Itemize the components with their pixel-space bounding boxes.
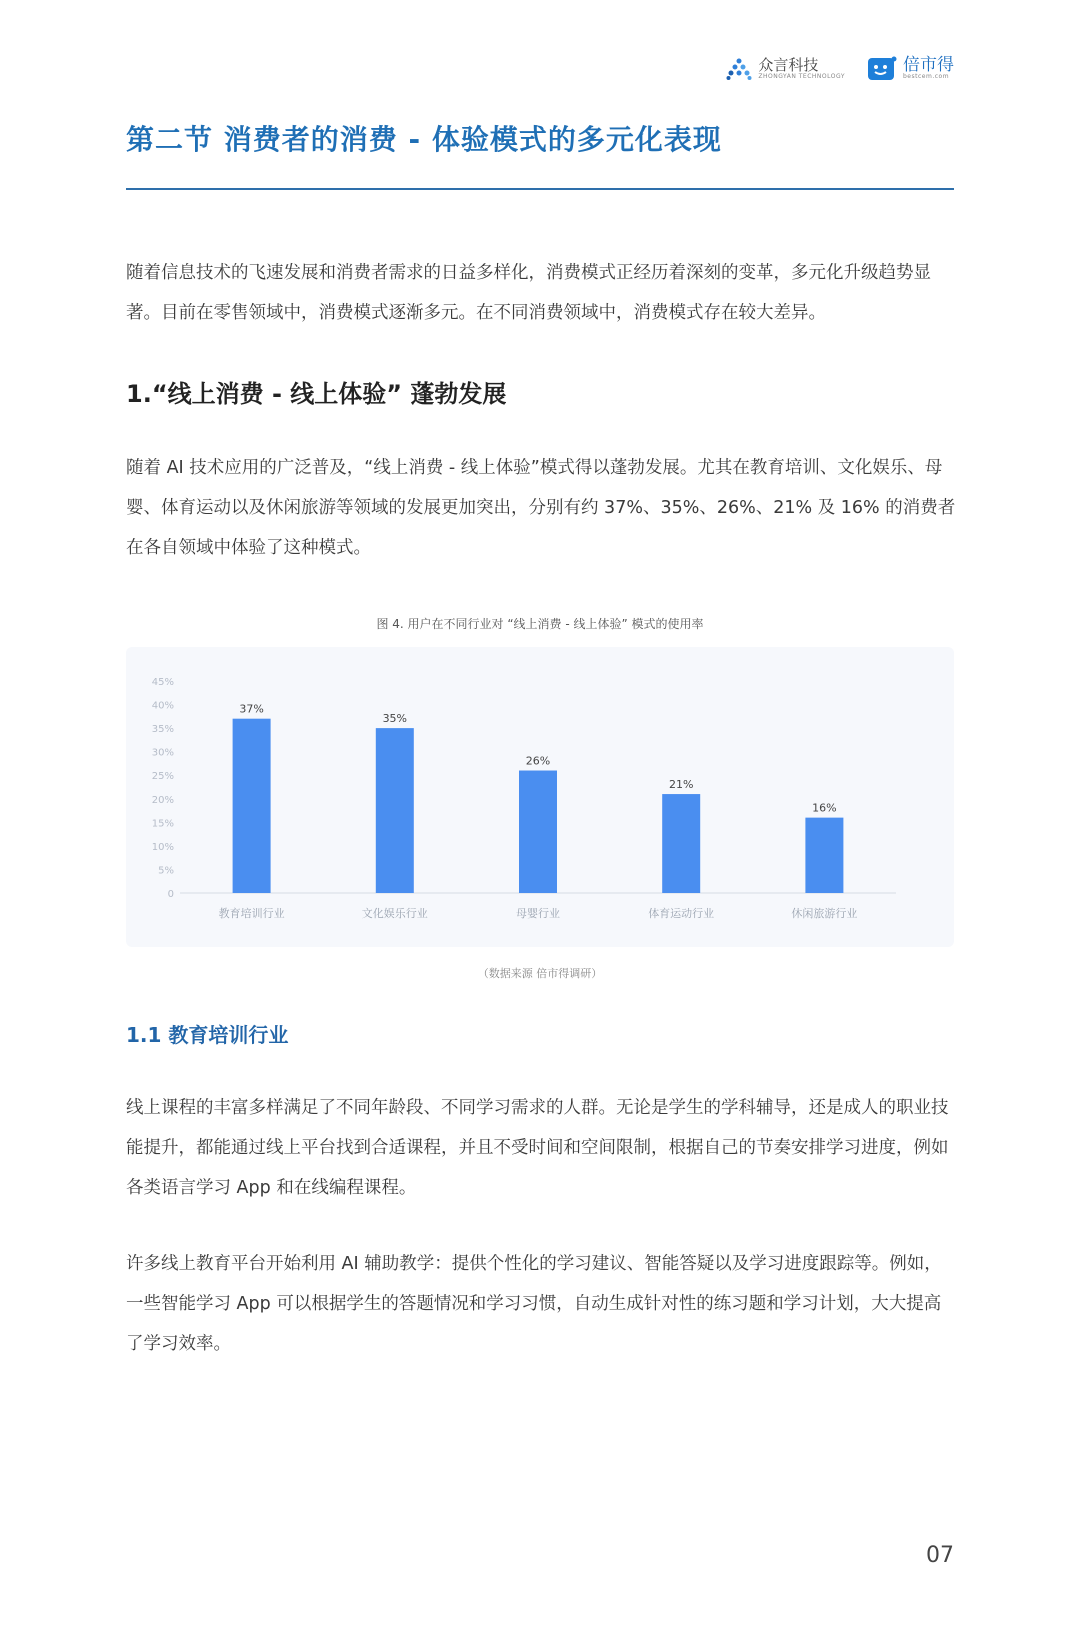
zhongyan-logo-name: 众言科技 — [758, 56, 819, 74]
x-category-label: 母婴行业 — [516, 907, 560, 920]
figure-source: （数据来源 倍市得调研） — [477, 967, 603, 980]
heading-online-consumption: 1.“线上消费 - 线上体验” 蓬勃发展 — [126, 380, 507, 408]
zhongyan-triangle-icon — [726, 58, 752, 80]
page-number: 07 — [926, 1543, 954, 1568]
paragraph-online-consumption: 随着 AI 技术应用的广泛普及，“线上消费 - 线上体验”模式得以蓬勃发展。尤其在教育培训、文化娱乐、母婴、体育运动以及休闲旅游等领域的发展更加突出，分别有约 37%、35%、26%、21% 及 16% 的消费者在各自领域中体验了这种模式。 — [126, 458, 956, 558]
paragraph-education-courses: 线上课程的丰富多样满足了不同年龄段、不同学习需求的人群。无论是学生的学科辅导，还是成人的职业技能提升，都能通过线上平台找到合适课程，并且不受时间和空间限制，根据自己的节奏安排学习进度，例如各类语言学习 App 和在线编程课程。 — [126, 1098, 949, 1198]
title-divider — [126, 188, 954, 190]
x-category-label: 体育运动行业 — [648, 907, 715, 920]
y-tick-label: 25% — [151, 771, 174, 783]
x-category-label: 教育培训行业 — [218, 907, 285, 920]
header-logos — [726, 56, 954, 82]
bar — [519, 771, 557, 893]
y-tick-label: 30% — [151, 747, 174, 759]
bar — [233, 719, 271, 893]
bar — [376, 728, 414, 893]
figure-caption: 图 4. 用户在不同行业对 “线上消费 - 线上体验” 模式的使用率 — [376, 617, 704, 631]
bar-value-label: 16% — [812, 801, 837, 815]
y-tick-label: 10% — [151, 841, 174, 853]
y-tick-label: 15% — [151, 818, 174, 830]
y-tick-label: 0 — [167, 889, 174, 900]
y-tick-label: 5% — [158, 865, 174, 877]
bestcem-logo-sub: bestcem.com — [903, 73, 950, 80]
bestcem-face-icon — [867, 56, 897, 82]
y-tick-label: 40% — [151, 700, 174, 712]
y-tick-label: 20% — [151, 794, 174, 806]
bestcem-logo — [867, 56, 954, 82]
bar-chart — [126, 647, 954, 947]
bar — [662, 794, 700, 893]
x-category-label: 文化娱乐行业 — [361, 907, 428, 920]
zhongyan-logo-sub: ZHONGYAN TECHNOLOGY — [758, 73, 845, 80]
bar-value-label: 26% — [525, 754, 551, 768]
paragraph-ai-teaching: 许多线上教育平台开始利用 AI 辅助教学：提供个性化的学习建议、智能答疑以及学习进度跟踪等。例如，一些智能学习 App 可以根据学生的答题情况和学习习惯，自动生成针对性的练习题和学习计划，大大提高了学习效率。 — [126, 1254, 942, 1354]
zhongyan-logo — [726, 57, 845, 81]
bar-value-label: 21% — [668, 778, 694, 792]
section-title: 第二节 消费者的消费 - 体验模式的多元化表现 — [126, 123, 722, 156]
bar — [805, 818, 843, 893]
y-tick-label: 45% — [151, 677, 174, 688]
x-category-label: 休闲旅游行业 — [791, 907, 858, 920]
bar-value-label: 35% — [382, 712, 408, 726]
y-tick-label: 35% — [151, 724, 174, 736]
intro-paragraph: 随着信息技术的飞速发展和消费者需求的日益多样化，消费模式正经历着深刻的变革，多元化升级趋势显著。目前在零售领域中，消费模式逐渐多元。在不同消费领域中，消费模式存在较大差异。 — [126, 263, 931, 323]
bestcem-logo-name: 倍市得 — [903, 55, 954, 75]
bar-chart-panel — [126, 647, 954, 947]
bar-value-label: 37% — [239, 702, 264, 716]
heading-education-training: 1.1 教育培训行业 — [126, 1023, 289, 1047]
